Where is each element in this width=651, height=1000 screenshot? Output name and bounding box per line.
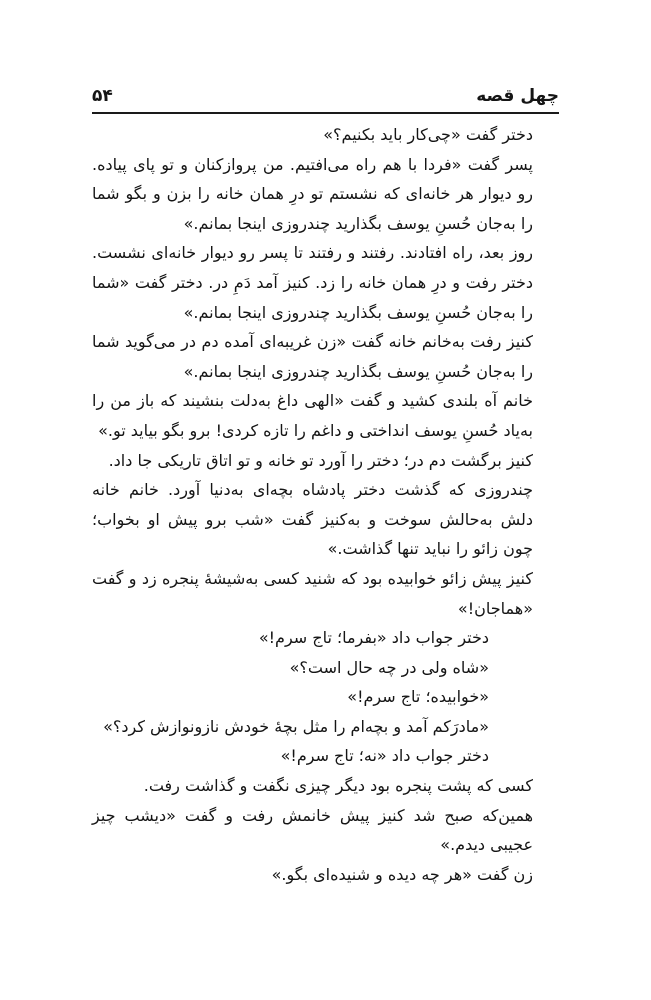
paragraph: کنیز رفت به‌خانم خانه گفت «زن غریبه‌ای آمده دم در می‌گوید شما را به‌جان حُسنِ یوسف بگذارید چندروزی اینجا بمانم.» <box>92 332 533 381</box>
dialogue-line: «مادرَکم آمد و بچه‌ام را مثل بچهٔ خودش نازونوازش کرد؟» <box>103 716 489 736</box>
paragraph: دختر گفت «چی‌کار باید بکنیم؟» <box>323 125 533 144</box>
dialogue-line: دختر جواب داد «بفرما؛ تاج سرم!» <box>258 628 489 648</box>
dialogue-line: «شاه ولی در چه حال است؟» <box>289 657 489 677</box>
page-header <box>92 84 559 114</box>
paragraph: کنیز پیش زائو خوابیده بود که شنید کسی به‌شیشهٔ پنجره زد و گفت «هماجان!» <box>92 568 533 618</box>
header-rule <box>92 112 559 114</box>
paragraph: پسر گفت «فردا با هم راه می‌افتیم. من پروازکنان و تو پای پیاده. رو دیوار هر خانه‌ای که نشستم تو درِ همان خانه را بزن و بگو شما را به‌جان حُسنِ یوسف بگذارید چندروزی اینجا بمانم.» <box>92 154 533 233</box>
paragraph: روز بعد، راه افتادند. رفتند و رفتند تا پسر رو دیوار خانه‌ای نشست. دختر رفت و درِ همان خانه را زد. کنیز آمد دَمِ در. دختر گفت «شما را به‌جان حُسنِ یوسف بگذارید چندروزی اینجا بمانم.» <box>92 243 533 322</box>
body-text <box>92 120 559 889</box>
page-number: ۵۴ <box>92 86 113 106</box>
paragraph: زن گفت «هر چه دیده و شنیده‌ای بگو.» <box>271 864 533 884</box>
paragraph: چندروزی که گذشت دختر پادشاه بچه‌ای به‌دنیا آورد. خانم خانه دلش به‌حالش سوخت و به‌کنیز گفت «شب برو پیش او بخواب؛ چون زائو را نباید تنها گذاشت.» <box>92 480 533 559</box>
paragraph: همین‌که صبح شد کنیز پیش خانمش رفت و گفت «دیشب چیز عجیبی دیدم.» <box>92 805 533 855</box>
dialogue-line: «خوابیده؛ تاج سرم!» <box>347 687 489 707</box>
book-title: چهل قصه <box>476 86 559 106</box>
paragraph: کنیز برگشت دم در؛ دختر را آورد تو خانه و تو اتاق تاریکی جا داد. <box>108 450 533 470</box>
paragraph: خانم آه بلندی کشید و گفت «الهی داغ به‌دلت بنشیند که باز من را به‌یاد حُسنِ یوسف انداختی و داغم را تازه کردی! برو بگو بیاید تو.» <box>92 391 533 440</box>
paragraph: کسی که پشت پنجره بود دیگر چیزی نگفت و گذاشت رفت. <box>143 776 533 796</box>
dialogue-line: دختر جواب داد «نه؛ تاج سرم!» <box>280 746 489 766</box>
